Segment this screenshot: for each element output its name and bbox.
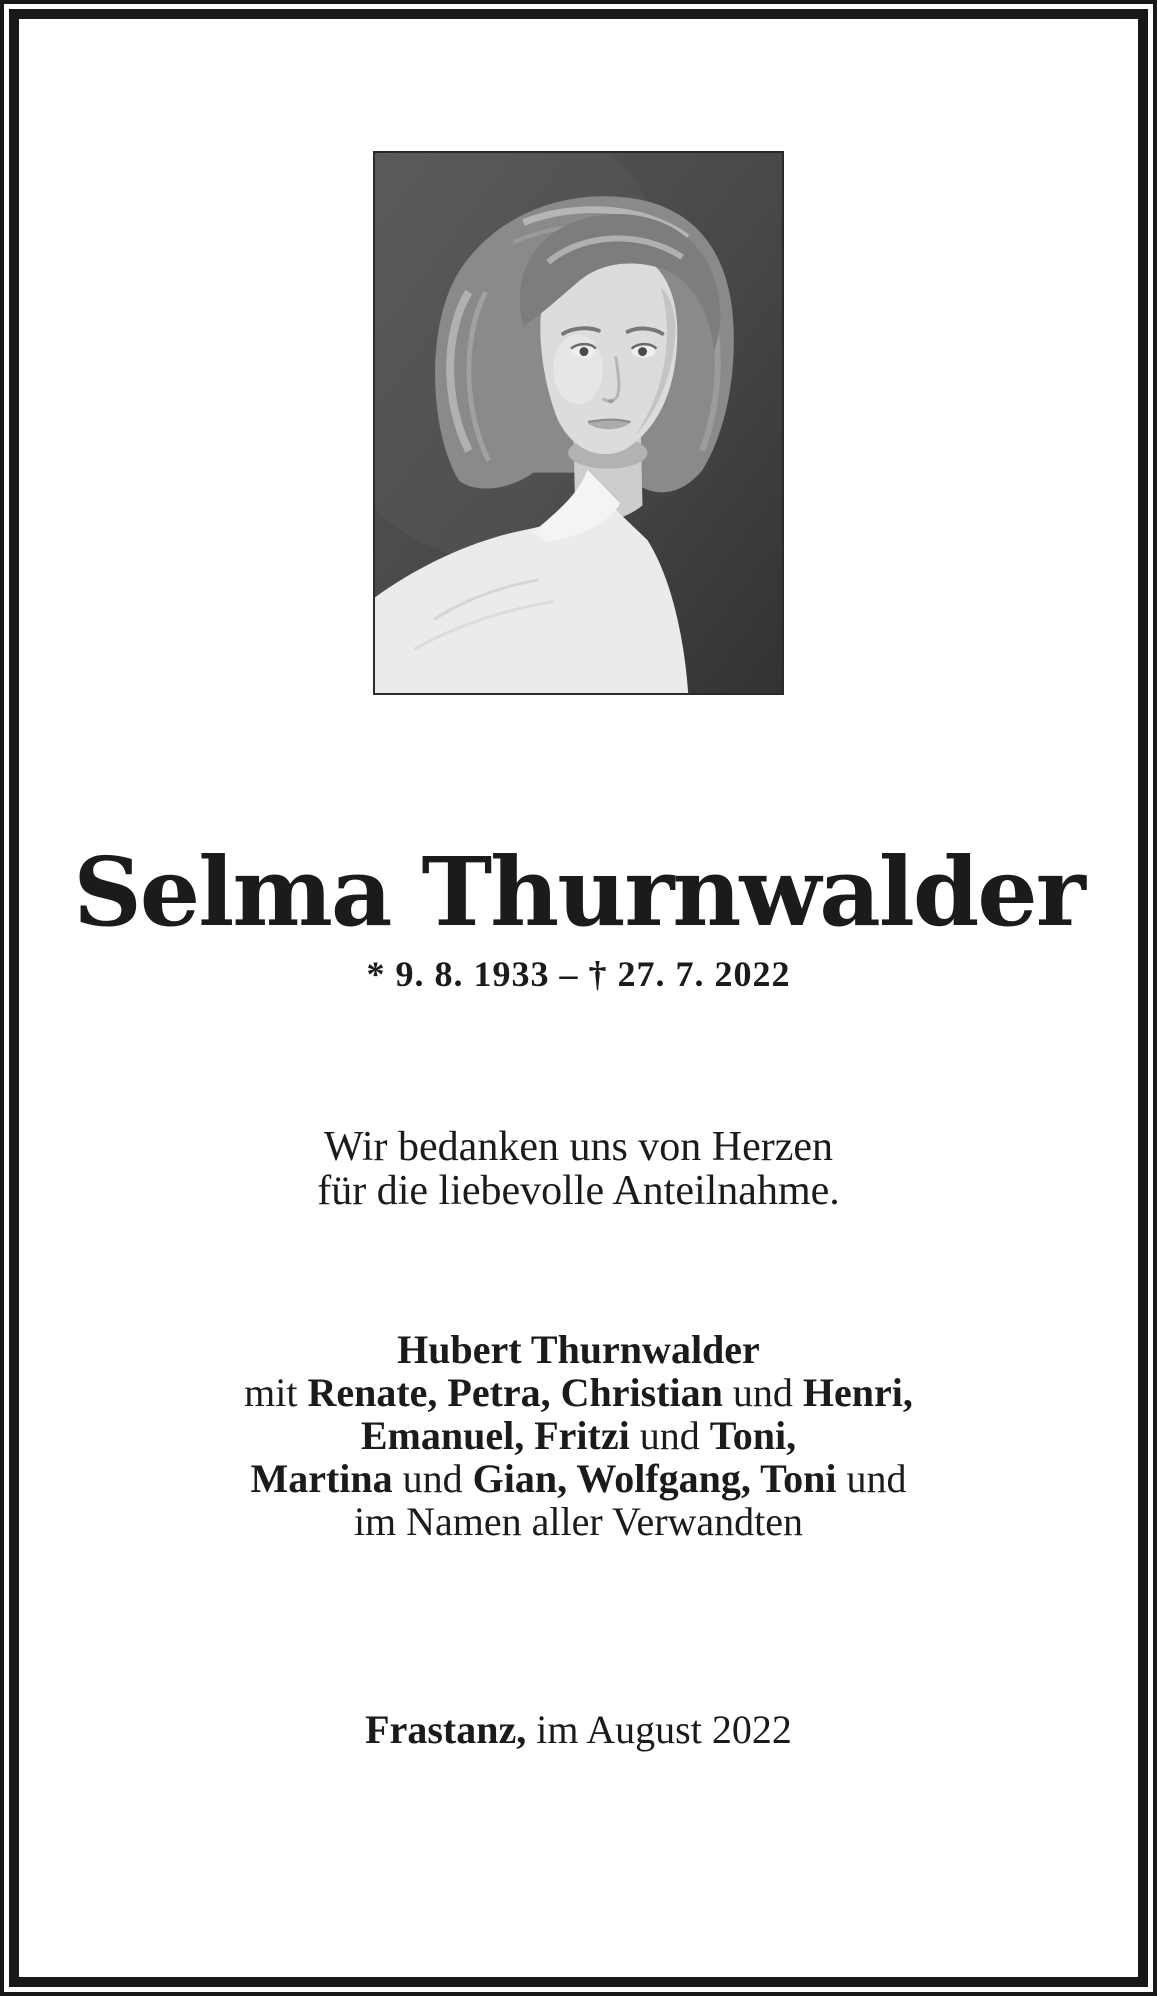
- portrait-photo: [373, 151, 784, 695]
- mourner-name: Henri,: [802, 1370, 913, 1416]
- connector-text: und: [392, 1456, 473, 1502]
- mourner-name: Gian, Wolfgang, Toni: [472, 1456, 837, 1502]
- acknowledgement-block: [19, 1125, 1138, 1213]
- notice-content: [19, 19, 1138, 1977]
- mourner-name: Hubert Thurnwalder: [397, 1327, 760, 1373]
- mourner-name: Martina: [250, 1456, 393, 1502]
- deceased-name: Selma Thurnwalder: [73, 837, 1084, 948]
- mourner-name: Toni,: [709, 1413, 797, 1459]
- life-dates: * 9. 8. 1933 – † 27. 7. 2022: [366, 954, 791, 994]
- mourner-name: Frastanz,: [365, 1707, 527, 1753]
- connector-text: im August 2022: [526, 1707, 792, 1753]
- mourners-block: [19, 1328, 1138, 1543]
- portrait-photo-image: [375, 153, 782, 693]
- place-date-line: [19, 1708, 1138, 1751]
- mourners-line: [19, 1328, 1138, 1371]
- connector-text: und: [629, 1413, 710, 1459]
- mourners-line: [19, 1414, 1138, 1457]
- connector-text: und: [836, 1456, 907, 1502]
- connector-text: und: [722, 1370, 803, 1416]
- mourners-line: [19, 1371, 1138, 1414]
- mourners-line: [19, 1500, 1138, 1543]
- connector-text: mit: [244, 1370, 308, 1416]
- mourner-name: Emanuel, Fritzi: [360, 1413, 630, 1459]
- connector-text: im Namen aller Verwandten: [353, 1499, 804, 1545]
- acknowledgement-line: für die liebevolle Anteilnahme.: [317, 1168, 840, 1215]
- acknowledgement-line: Wir bedanken uns von Herzen: [323, 1124, 834, 1170]
- mourners-line: [19, 1457, 1138, 1500]
- mourner-name: Renate, Petra, Christian: [307, 1370, 723, 1416]
